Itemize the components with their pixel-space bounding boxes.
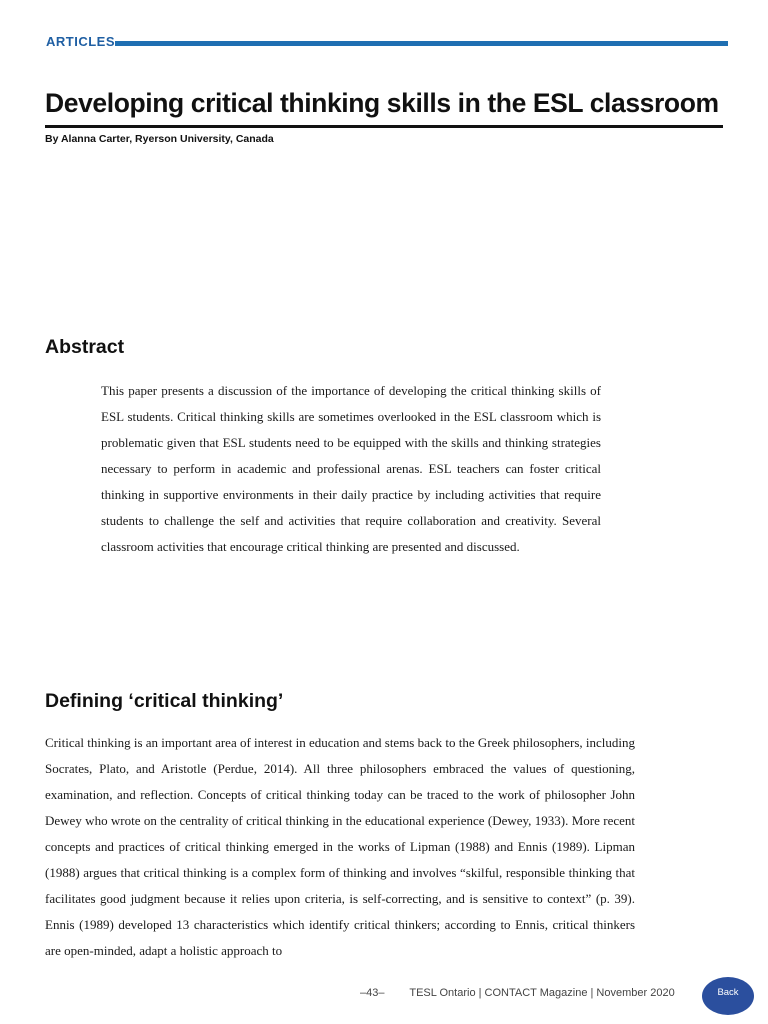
abstract-text: This paper presents a discussion of the importance of developing the critical thinking skills of ESL students. Critical thinking skills are sometimes overlooked in the ESL classroom which is problematic given that ESL students need to be equipped with the skills and thinking strategies necessary to perform in academic and professional arenas. ESL teachers can foster critical thinking in supportive environments in their daily practice by including activities that require students to challenge the self and activities that require collaboration and creativity. Several classroom activities that encourage critical thinking are presented and discussed.	[101, 383, 601, 554]
back-button[interactable]: Back	[702, 977, 754, 1015]
section-text: Critical thinking is an important area of interest in education and stems back to the Greek philosophers, including Socrates, Plato, and Aristotle (Perdue, 2014). All three philosophers embraced the values of questioning, examination, and reflection. Concepts of critical thinking today can be traced to the work of philosopher John Dewey who wrote on the centrality of critical thinking in the educational experience (Dewey, 1933). More recent concepts and practices of critical thinking emerged in the works of Lipman (1988) and Ennis (1989). Lipman (1988) argues that critical thinking is a complex form of thinking and involves “skilful, responsible thinking that facilitates good judgment because it relies upon criteria, is self-correcting, and is sensitive to context” (p. 39). Ennis (1989) developed 13 characteristics which identify critical thinkers; according to Ennis, critical thinkers are open-minded, adapt a holistic approach to	[45, 735, 635, 958]
section-label: ARTICLES	[46, 34, 115, 49]
section-rule	[115, 41, 728, 46]
page-number: –43–	[360, 987, 385, 999]
publication-info: TESL Ontario | CONTACT Magazine | November 2020	[409, 987, 675, 999]
section-heading: Defining ‘critical thinking’	[45, 690, 284, 712]
title-rule	[45, 125, 723, 128]
byline: By Alanna Carter, Ryerson University, Canada	[45, 133, 274, 145]
article-title: Developing critical thinking skills in the ESL classroom	[45, 88, 719, 118]
page-footer	[360, 987, 675, 999]
abstract-heading: Abstract	[45, 336, 125, 358]
